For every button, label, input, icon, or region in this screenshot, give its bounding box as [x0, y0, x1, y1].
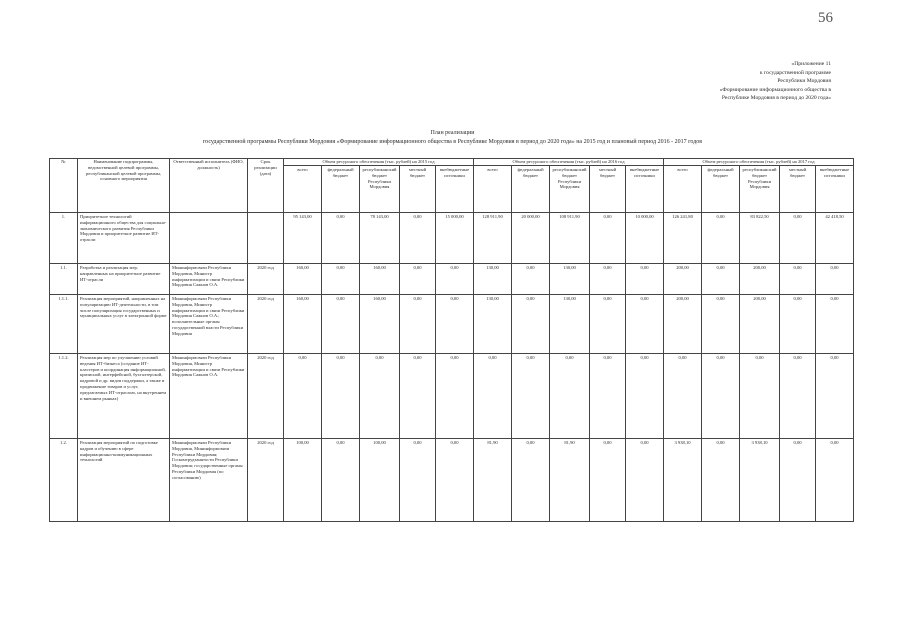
header-responsible: Ответственный исполнитель (ФИО, должность)	[170, 159, 248, 213]
appendix-line: «Приложение 11	[791, 61, 831, 67]
cell-value: 160,00	[360, 295, 400, 354]
table-row	[50, 213, 854, 264]
row-name: Разработка и реализация мер, направленных на приоритетное развитие ИТ-отрасли	[78, 264, 170, 295]
cell-value: 0,00	[590, 295, 626, 354]
cell-value: 0,00	[816, 264, 854, 295]
row-responsible	[170, 213, 248, 264]
cell-value: 0,00	[512, 295, 550, 354]
header-term: Срок реализации (дата)	[248, 159, 284, 213]
row-num: 1.1.	[50, 264, 78, 295]
header-name: Наименование подпрограммы, ведомственной целевой программы, республиканской целевой программы, основного мероприятия	[78, 159, 170, 213]
cell-value: 0,00	[664, 354, 702, 439]
appendix-line: Республики Мордовия	[777, 78, 831, 85]
cell-value: 128 911,90	[474, 213, 512, 264]
cell-value: 130,00	[474, 295, 512, 354]
document-subtitle: государственной программы Республики Мордовия «Формирование информационного общества в Республике Мордовия в период до 2020 года» на 2015 год и плановый период 2016 - 2017 годов	[202, 139, 703, 145]
cell-value: 42 418,50	[816, 213, 854, 264]
cell-value: 10 000,00	[626, 213, 664, 264]
cell-value: 0,00	[702, 295, 740, 354]
cell-value: 0,00	[400, 439, 436, 522]
row-name: Реализация мер по улучшению условий ведения ИТ-бизнеса (создание ИТ-кластеров и координация информационной, кризисной, интерфейсной, бухгалтерской, кадровой и др. видов поддержки, а также и продвижение товаров и услуг, предлагаемых ИТ-отраслью, на внутреннем и внешнем рынках)	[78, 354, 170, 439]
row-term	[248, 213, 284, 264]
row-term: 2020 год	[248, 439, 284, 522]
header-total: всего	[474, 166, 512, 213]
cell-value: 83 822,50	[740, 213, 780, 264]
row-responsible: Мининформсвязи Республики Мордовия, Министр информатизации и связи Республики Мордовия Сажнов О.А.	[170, 354, 248, 439]
cell-value: 0,00	[512, 264, 550, 295]
cell-value: 0,00	[322, 354, 360, 439]
cell-value: 200,00	[664, 295, 702, 354]
cell-value: 0,00	[590, 213, 626, 264]
cell-value: 160,00	[284, 295, 322, 354]
table-row	[50, 295, 854, 354]
cell-value: 130,00	[550, 264, 590, 295]
header-local: местный бюджет	[780, 166, 816, 213]
row-name: Реализация мероприятий по подготовке кадров и обучению в сфере информационно-коммуникационных технологий	[78, 439, 170, 522]
header-federal: федеральный бюджет	[512, 166, 550, 213]
cell-value: 0,00	[780, 354, 816, 439]
cell-value: 81,90	[550, 439, 590, 522]
cell-value: 0,00	[400, 264, 436, 295]
cell-value: 0,00	[626, 354, 664, 439]
cell-value: 3 938,10	[740, 439, 780, 522]
cell-value: 15 000,00	[436, 213, 474, 264]
cell-value: 100,00	[284, 439, 322, 522]
cell-value: 200,00	[664, 264, 702, 295]
cell-value: 3 938,10	[664, 439, 702, 522]
cell-value: 0,00	[626, 295, 664, 354]
cell-value: 200,00	[740, 264, 780, 295]
header-total: всего	[284, 166, 322, 213]
page-number: 56	[818, 10, 833, 26]
row-term: 2020 год	[248, 295, 284, 354]
cell-value: 0,00	[780, 295, 816, 354]
header-group-2016: Объем ресурсного обеспечения (тыс. рублей) на 2016 год	[474, 159, 664, 166]
cell-value: 0,00	[474, 354, 512, 439]
row-responsible: Мининформсвязи Республики Мордовия, Министр информатизации и связи Республики Мордовия Сажнов О.А.	[170, 264, 248, 295]
cell-value: 0,00	[322, 213, 360, 264]
cell-value: 130,00	[474, 264, 512, 295]
cell-value: 0,00	[436, 295, 474, 354]
row-num: 1.	[50, 213, 78, 264]
header-republic: республиканский бюджет Республики Мордовия	[360, 166, 400, 213]
row-name: Реализация мероприятий, направленных на популяризацию ИТ-деятельности, в том числе популяризация государственных и муниципальных услуг в электронной форме	[78, 295, 170, 354]
cell-value: 0,00	[590, 439, 626, 522]
header-federal: федеральный бюджет	[322, 166, 360, 213]
appendix-header	[591, 60, 831, 103]
header-group-2017: Объем ресурсного обеспечения (тыс. рублей) на 2017 год	[664, 159, 854, 166]
cell-value: 78 143,00	[360, 213, 400, 264]
cell-value: 0,00	[816, 354, 854, 439]
row-term: 2020 год	[248, 354, 284, 439]
cell-value: 0,00	[780, 213, 816, 264]
appendix-line: к государственной программе	[759, 69, 831, 76]
cell-value: 0,00	[590, 264, 626, 295]
cell-value: 0,00	[626, 439, 664, 522]
cell-value: 160,00	[284, 264, 322, 295]
row-name: Приоритетное технологий информационного общества для социально-экономического развития Республики Мордовия и приоритетное развитие ИТ-отрасли	[78, 213, 170, 264]
cell-value: 0,00	[702, 264, 740, 295]
cell-value: 0,00	[702, 354, 740, 439]
cell-value: 0,00	[550, 354, 590, 439]
cell-value: 0,00	[702, 213, 740, 264]
cell-value: 0,00	[436, 439, 474, 522]
cell-value: 200,00	[740, 295, 780, 354]
header-local: местный бюджет	[590, 166, 626, 213]
cell-value: 0,00	[400, 354, 436, 439]
cell-value: 0,00	[740, 354, 780, 439]
cell-value: 130,00	[550, 295, 590, 354]
row-term: 2020 год	[248, 264, 284, 295]
header-extra: внебюджетные источники	[436, 166, 474, 213]
header-total: всего	[664, 166, 702, 213]
cell-value: 0,00	[360, 354, 400, 439]
cell-value: 0,00	[284, 354, 322, 439]
cell-value: 108 911,90	[550, 213, 590, 264]
cell-value: 0,00	[400, 213, 436, 264]
table-row	[50, 354, 854, 439]
cell-value: 81,90	[474, 439, 512, 522]
cell-value: 0,00	[322, 439, 360, 522]
cell-value: 100,00	[360, 439, 400, 522]
cell-value: 0,00	[436, 264, 474, 295]
header-local: местный бюджет	[400, 166, 436, 213]
cell-value: 0,00	[512, 439, 550, 522]
cell-value: 0,00	[322, 264, 360, 295]
cell-value: 0,00	[702, 439, 740, 522]
cell-value: 0,00	[816, 439, 854, 522]
plan-table	[49, 158, 854, 522]
cell-value: 0,00	[322, 295, 360, 354]
header-federal: федеральный бюджет	[702, 166, 740, 213]
header-num: №	[50, 159, 78, 213]
header-group-2015: Объем ресурсного обеспечения (тыс. рублей) на 2015 год	[284, 159, 474, 166]
cell-value: 126 241,80	[664, 213, 702, 264]
cell-value: 0,00	[590, 354, 626, 439]
row-responsible: Мининформсвязи Республики Мордовия, Министр информатизации и связи Республики Мордовия Сажнов О.А.; исполнительные органы государственной власти Республики Мордовия	[170, 295, 248, 354]
document-title: План реализации	[430, 130, 475, 136]
header-republic: республиканский бюджет Республики Мордовия	[740, 166, 780, 213]
cell-value: 95 143,00	[284, 213, 322, 264]
appendix-line: Республике Мордовия в период до 2020 года»	[721, 95, 831, 102]
cell-value: 0,00	[512, 354, 550, 439]
header-extra: внебюджетные источники	[626, 166, 664, 213]
table-row	[50, 264, 854, 295]
cell-value: 0,00	[780, 264, 816, 295]
table-row	[50, 439, 854, 522]
cell-value: 0,00	[436, 354, 474, 439]
cell-value: 0,00	[626, 264, 664, 295]
header-republic: республиканский бюджет Республики Мордовия	[550, 166, 590, 213]
row-responsible: Мининформсвязи Республики Мордовия, Мининформсвязи Республики Мордовия; Госкомтрудзанятости Республики Мордовия; государственные органы Республики Мордовия (по согласованию)	[170, 439, 248, 522]
row-num: 1.1.1.	[50, 295, 78, 354]
cell-value: 0,00	[400, 295, 436, 354]
cell-value: 20 000,00	[512, 213, 550, 264]
cell-value: 160,00	[360, 264, 400, 295]
header-extra: внебюджетные источники	[816, 166, 854, 213]
cell-value: 0,00	[780, 439, 816, 522]
row-num: 1.1.2.	[50, 354, 78, 439]
cell-value: 0,00	[816, 295, 854, 354]
row-num: 1.2.	[50, 439, 78, 522]
appendix-line: «Формирование информационного общества в	[719, 86, 831, 93]
